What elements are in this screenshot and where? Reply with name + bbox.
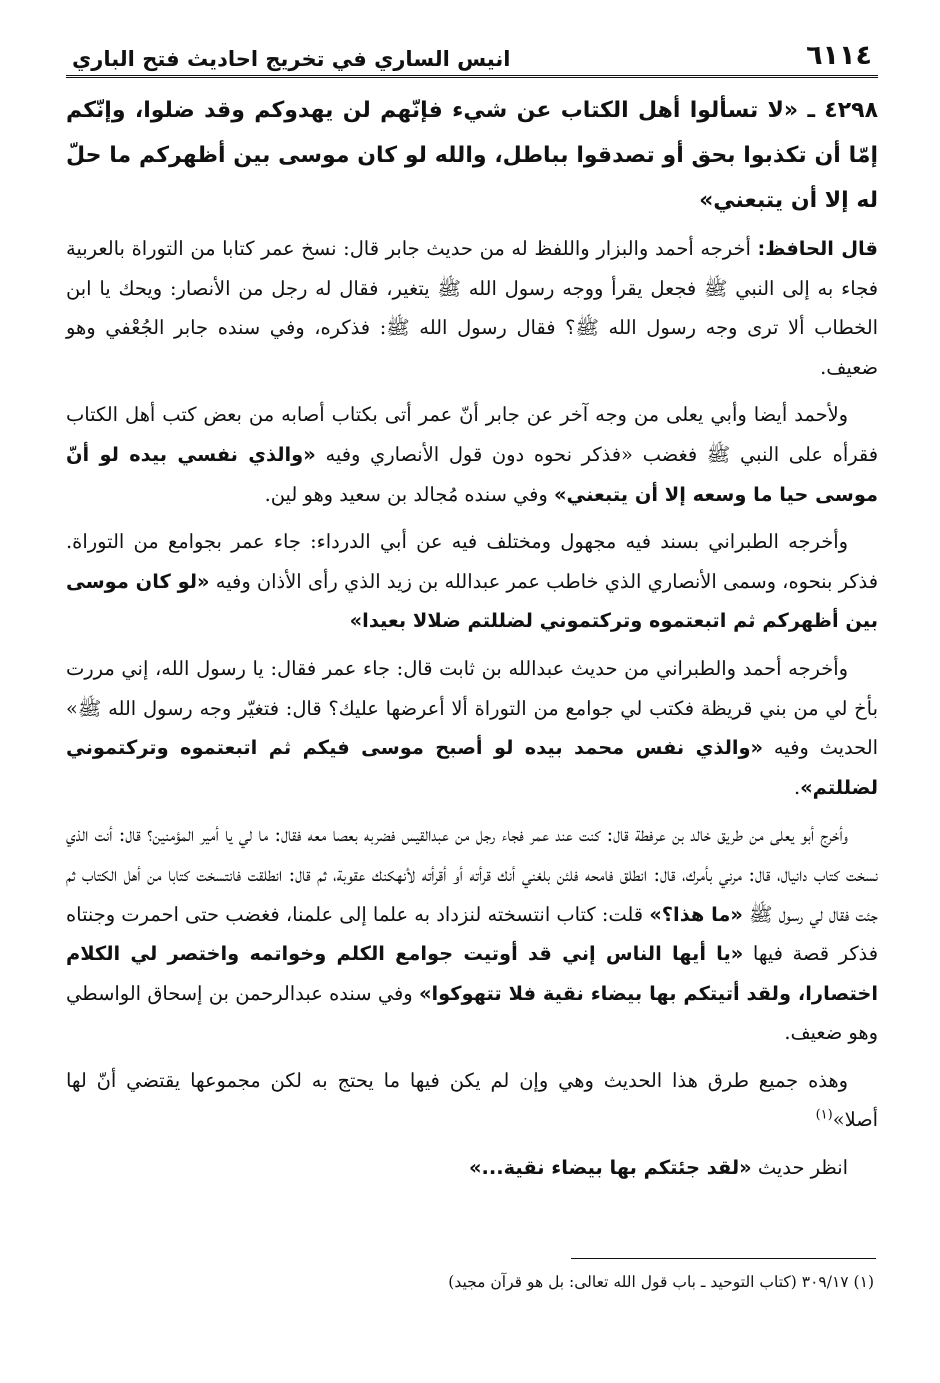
hadith-text: ٤٢٩٨ ـ «لا تسألوا أهل الكتاب عن شيء فإنّهم لن يهدوكم وقد ضلوا، وإنّكم إمّا أن تكذبوا بحق أو تصدقوا بباطل، والله لو كان موسى بين أظهركم ما حلّ له إلا أن يتبعني» [66, 98, 878, 213]
text-run: انظر حديث [751, 1156, 848, 1180]
text-run: وفي سنده عبدالرحمن بن إسحاق الواسطي وهو ضعيف. [66, 981, 878, 1045]
bold-quote: «ما هذا؟» [649, 902, 743, 926]
paragraph [66, 395, 878, 514]
bold-quote: «يا أيها الناس إني قد أوتيت جوامع الكلم وخواتمه واختصر لي الكلام اختصارا، ولقد أتيتكم بها بيضاء نقية فلا تتهوكوا» [66, 942, 879, 1005]
commentary [66, 229, 878, 1188]
footnote-reference[interactable]: (١) [815, 1108, 833, 1123]
page-body [66, 88, 878, 1188]
text-run: وهذه جميع طرق هذا الحديث وهي وإن لم يكن فيها ما يحتج به لكن مجموعها يقتضي أنّ لها أصلا» [66, 1068, 878, 1132]
bold-quote: «والذي نفس محمد بيده لو أصبح موسى فيكم ثم اتبعتموه وتركتموني لضللتم» [66, 736, 878, 799]
page-number: ٦١١٤ [806, 40, 872, 71]
bold-quote: قال الحافظ: [757, 237, 879, 260]
bold-quote: «لقد جئتكم بها بيضاء نقية...» [469, 1156, 752, 1180]
bold-quote: «لو كان موسى بين أظهركم ثم اتبعتموه وتركتموني لضللتم ضلالا بعيدا» [66, 569, 878, 633]
paragraph [66, 229, 878, 387]
text-run: أخرجه أحمد والبزار واللفظ له من حديث جابر قال: نسخ عمر كتابا من التوراة بالعربية فجاء به إلى النبي ﷺ فجعل يقرأ ووجه رسول الله ﷺ يتغير، فقال له رجل من الأنصار: ويحك يا ابن الخطاب ألا ترى وجه رسول الله ﷺ؟ فقال رسول الله ﷺ: فذكره، وفي سنده جابر الجُعْفي وهو ضعيف. [66, 237, 878, 379]
running-title: انيس الساري في تخريج احاديث فتح الباري [72, 47, 511, 71]
paragraph [66, 522, 878, 641]
paragraph [66, 1061, 878, 1140]
page-header [66, 30, 878, 78]
footnote-divider [571, 1258, 876, 1259]
text-run: وأخرج أبو يعلى من طريق خالد بن عرفطة قال: كنت عند عمر فجاء رجل من عبدالقيس فضربه بعصا معه فقال: ما لي يا أمير المؤمنين؟ قال: أنت الذي نسخت كتاب دانيال، قال: مرني بأمرك، قال: انطلق فامحه فلئن بلغني أنك قرأته أو أقرأته لأنهكنك عقوبة، ثم قال: انطلقت فانتسخت كتابا من أهل الكتاب ثم جئت فقال لي رسول ﷺ [66, 823, 878, 926]
paragraph [66, 649, 878, 807]
text-run: وفي سنده مُجالد بن سعيد وهو لين. [264, 482, 554, 506]
bold-quote: «والذي نفسي بيده لو أنّ موسى حيا ما وسعه إلا أن يتبعني» [66, 442, 878, 506]
text-run: وأخرجه أحمد والطبراني من حديث عبدالله بن ثابت قال: جاء عمر فقال: يا رسول الله، إني مررت بأخ لي من بني قريظة فكتب لي جوامع من التوراة ألا أعرضها عليك؟ قال: فتغيّر وجه رسول الله ﷺ» الحديث وفيه [66, 656, 878, 760]
paragraph [66, 815, 878, 1053]
paragraph [66, 1148, 878, 1188]
text-run: وأخرجه الطبراني بسند فيه مجهول ومختلف فيه عن أبي الدرداء: جاء عمر بجوامع من التوراة. فذكر بنحوه، وسمى الأنصاري الذي خاطب عمر عبدالله بن زيد الذي رأى الأذان وفيه [66, 530, 878, 593]
hadith-body: «لا تسألوا أهل الكتاب عن شيء فإنّهم لن يهدوكم وقد ضلوا، وإنّكم إمّا أن تكذبوا بحق أو تصدقوا بباطل، والله لو كان موسى بين أظهركم ما حلّ له إلا أن يتبعني» [66, 98, 878, 213]
footnote: (١) ٣٠٩/١٧ (كتاب التوحيد ـ باب قول الله تعالى: بل هو قرآن مجيد) [448, 1273, 874, 1291]
hadith-number: ٤٢٩٨ [824, 98, 878, 123]
text-run: قلت: كتاب انتسخته لنزداد به علما إلى علمنا، فغضب حتى احمرت وجنتاه فذكر قصة فيها [66, 902, 879, 966]
text-run: ولأحمد أيضا وأبي يعلى من وجه آخر عن جابر أنّ عمر أتى بكتاب أصابه من بعض كتب أهل الكتاب فقرأه على النبي ﷺ فغضب «فذكر نحوه دون قول الأنصاري وفيه [66, 403, 878, 466]
text-run: . [793, 775, 801, 799]
